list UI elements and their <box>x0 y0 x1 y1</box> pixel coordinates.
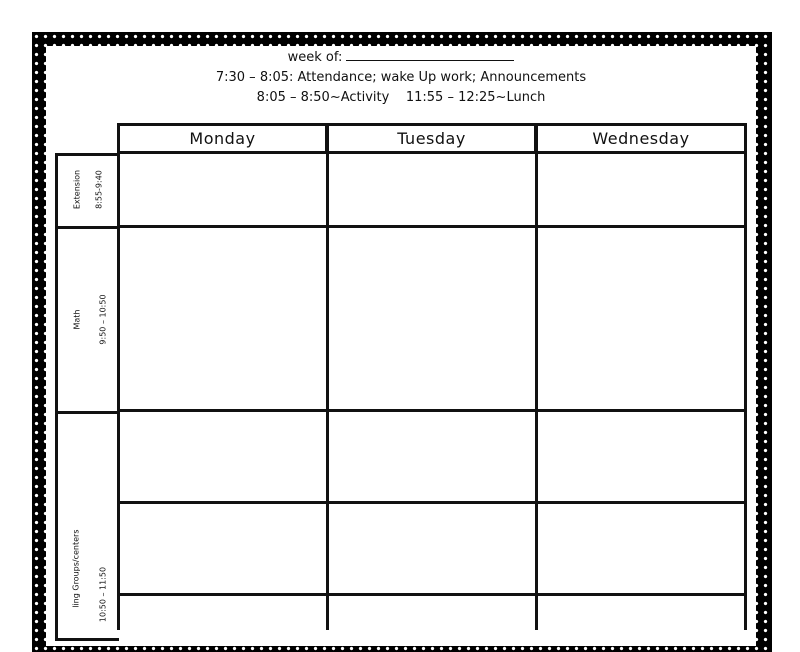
planner-header <box>46 48 756 108</box>
day-header-tuesday: Tuesday <box>326 123 537 153</box>
planner-cell[interactable] <box>538 228 744 409</box>
row-label-math <box>55 226 119 414</box>
row-subject-math: Math <box>72 309 82 330</box>
row-label-extension <box>55 153 119 229</box>
activity-lunch-schedule: 8:05 – 8:50~Activity 11:55 – 12:25~Lunch <box>256 90 546 105</box>
planner-cell[interactable] <box>120 154 326 225</box>
row-time-math: 9:50 – 10:50 <box>98 294 108 345</box>
day-header-monday: Monday <box>117 123 328 153</box>
row-label-groups <box>55 411 119 641</box>
planner-cell[interactable] <box>329 412 535 501</box>
grid-line <box>117 593 747 596</box>
grid-line <box>744 150 747 630</box>
morning-schedule: 7:30 – 8:05: Attendance; wake Up work; Announcements <box>215 70 587 85</box>
week-of-line <box>46 48 756 68</box>
planner-cell[interactable] <box>538 154 744 225</box>
planner-cell[interactable] <box>329 154 535 225</box>
planner-cell[interactable] <box>329 504 535 593</box>
week-of-blank[interactable] <box>346 48 514 61</box>
row-time-groups: 10:50 – 11:50 <box>98 566 108 623</box>
week-of-label: week of: <box>287 50 343 65</box>
row-time-extension: 8:55-9:40 <box>94 170 104 209</box>
day-header-wednesday: Wednesday <box>535 123 747 153</box>
planner-cell[interactable] <box>538 504 744 593</box>
row-subject-groups: ling Groups/centers <box>71 529 81 608</box>
planner-cell[interactable] <box>120 412 326 501</box>
row-subject-extension: Extension <box>72 169 82 210</box>
planner-cell[interactable] <box>329 228 535 409</box>
planner-cell[interactable] <box>538 412 744 501</box>
planner-cell[interactable] <box>120 228 326 409</box>
planner-cell[interactable] <box>120 504 326 593</box>
